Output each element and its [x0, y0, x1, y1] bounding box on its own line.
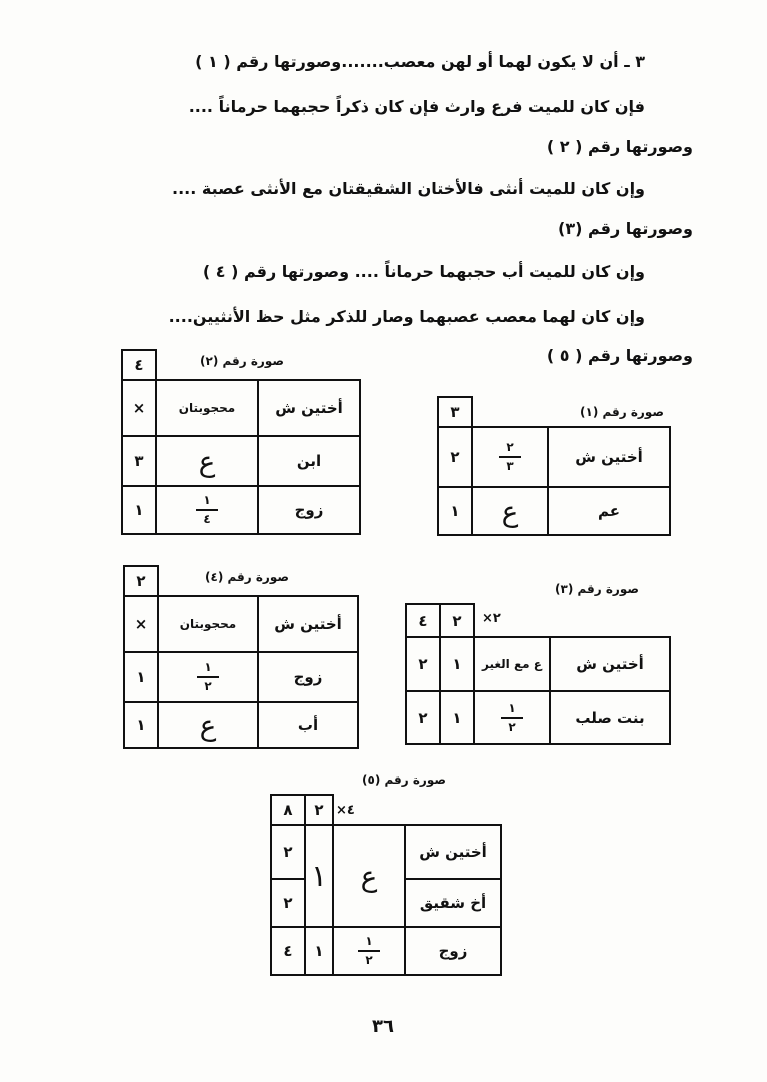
- fig1-caption: صورة رقم (١): [580, 405, 664, 419]
- fig5-base: ٢: [304, 794, 334, 826]
- fig5-caption: صورة رقم (٥): [362, 773, 446, 787]
- fig4-r1-share: محجوبتان: [157, 595, 259, 653]
- fig3-r2-final: ٢: [405, 690, 441, 745]
- fig5-merged-portion: ١: [304, 824, 334, 928]
- fig3-r2-heir: بنت صلب: [549, 690, 671, 745]
- text-line-1: ٣ ـ أن لا يكون لهما أو لهن معصب.......وصورتها رقم ( ١ ): [195, 52, 645, 71]
- fig3-r1-heir: أختين ش: [549, 636, 671, 692]
- page-number: ٣٦: [372, 1016, 394, 1037]
- fig3-r2-share: [473, 690, 551, 745]
- fig2-base: ٤: [121, 349, 157, 381]
- fig5-final-base: ٨: [270, 794, 306, 826]
- fig5-r3-portion: ١: [304, 926, 334, 976]
- text-line-6: وإن كان للميت أب حجبهما حرماناً .... وصورتها رقم ( ٤ ): [202, 262, 645, 281]
- fig2-r1-heir: أختين ش: [257, 379, 361, 437]
- fig5-multiplier: ×٤: [336, 803, 355, 818]
- fig1-r1-portion: ٢: [437, 426, 473, 488]
- fig3-r2-portion: ١: [439, 690, 475, 745]
- fig2-r2-heir: ابن: [257, 435, 361, 487]
- fig4-r3-heir: أب: [257, 701, 359, 749]
- fig5-r1-final: ٢: [270, 824, 306, 880]
- fig4-fraction: $\frac{١}{٢}$: [197, 661, 219, 693]
- fig3-fraction: $\frac{١}{٢}$: [501, 702, 523, 734]
- fig3-caption: صورة رقم (٣): [555, 582, 639, 596]
- fig3-base: ٢: [439, 603, 475, 638]
- fig4-r2-portion: ١: [123, 651, 159, 703]
- fig1-r2-heir: عم: [547, 486, 671, 536]
- fig4-r3-share: ع: [157, 701, 259, 749]
- fig2-r1-share: محجوبتان: [155, 379, 259, 437]
- fig4-base: ٢: [123, 565, 159, 597]
- text-line-4: وإن كان للميت أنثى فالأختان الشقيقتان مع الأنثى عصبة ....: [172, 179, 645, 198]
- fig3-r1-portion: ١: [439, 636, 475, 692]
- text-line-2: فإن كان للميت فرع وارث فإن كان ذكراً حجبهما حرماناً ....: [188, 97, 645, 116]
- text-line-8: وصورتها رقم ( ٥ ): [546, 346, 693, 365]
- fig2-r2-share: ع: [155, 435, 259, 487]
- fig1-r1-share: [471, 426, 549, 488]
- fig4-r2-heir: زوج: [257, 651, 359, 703]
- fig1-r1-heir: أختين ش: [547, 426, 671, 488]
- fig3-multiplier: ×٢: [482, 611, 501, 626]
- text-line-7: وإن كان لهما معصب عصبهما وصار للذكر مثل حظ الأنثيين....: [168, 307, 645, 326]
- fig2-fraction: $\frac{١}{٤}$: [196, 494, 218, 526]
- fig5-fraction: $\frac{١}{٢}$: [358, 935, 380, 967]
- fig4-r1-portion: ×: [123, 595, 159, 653]
- fig5-r3-share: [332, 926, 406, 976]
- fig3-final-base: ٤: [405, 603, 441, 638]
- fig1-r2-share: ع: [471, 486, 549, 536]
- fig2-r3-heir: زوج: [257, 485, 361, 535]
- fig3-r1-final: ٢: [405, 636, 441, 692]
- fig1-r2-portion: ١: [437, 486, 473, 536]
- fig5-merged-share: ع: [332, 824, 406, 928]
- fig5-r3-heir: زوج: [404, 926, 502, 976]
- fig4-r3-portion: ١: [123, 701, 159, 749]
- fig4-r1-heir: أختين ش: [257, 595, 359, 653]
- text-line-5: وصورتها رقم (٣): [558, 219, 693, 238]
- fig5-r1-heir: أختين ش: [404, 824, 502, 880]
- fig1-base: ٣: [437, 396, 473, 428]
- fig4-caption: صورة رقم (٤): [205, 570, 289, 584]
- fig2-r1-portion: ×: [121, 379, 157, 437]
- fig5-r3-final: ٤: [270, 926, 306, 976]
- fig4-r2-share: [157, 651, 259, 703]
- fig2-r2-portion: ٣: [121, 435, 157, 487]
- fig2-r3-portion: ١: [121, 485, 157, 535]
- fig2-caption: صورة رقم (٢): [200, 354, 284, 368]
- fig2-r3-share: [155, 485, 259, 535]
- text-line-3: وصورتها رقم ( ٢ ): [546, 137, 693, 156]
- fig5-r2-heir: أخ شقيق: [404, 878, 502, 928]
- fig5-r2-final: ٢: [270, 878, 306, 928]
- fig3-r1-share: ع مع الغير: [473, 636, 551, 692]
- fig1-fraction: $\frac{٢}{٣}$: [499, 441, 521, 473]
